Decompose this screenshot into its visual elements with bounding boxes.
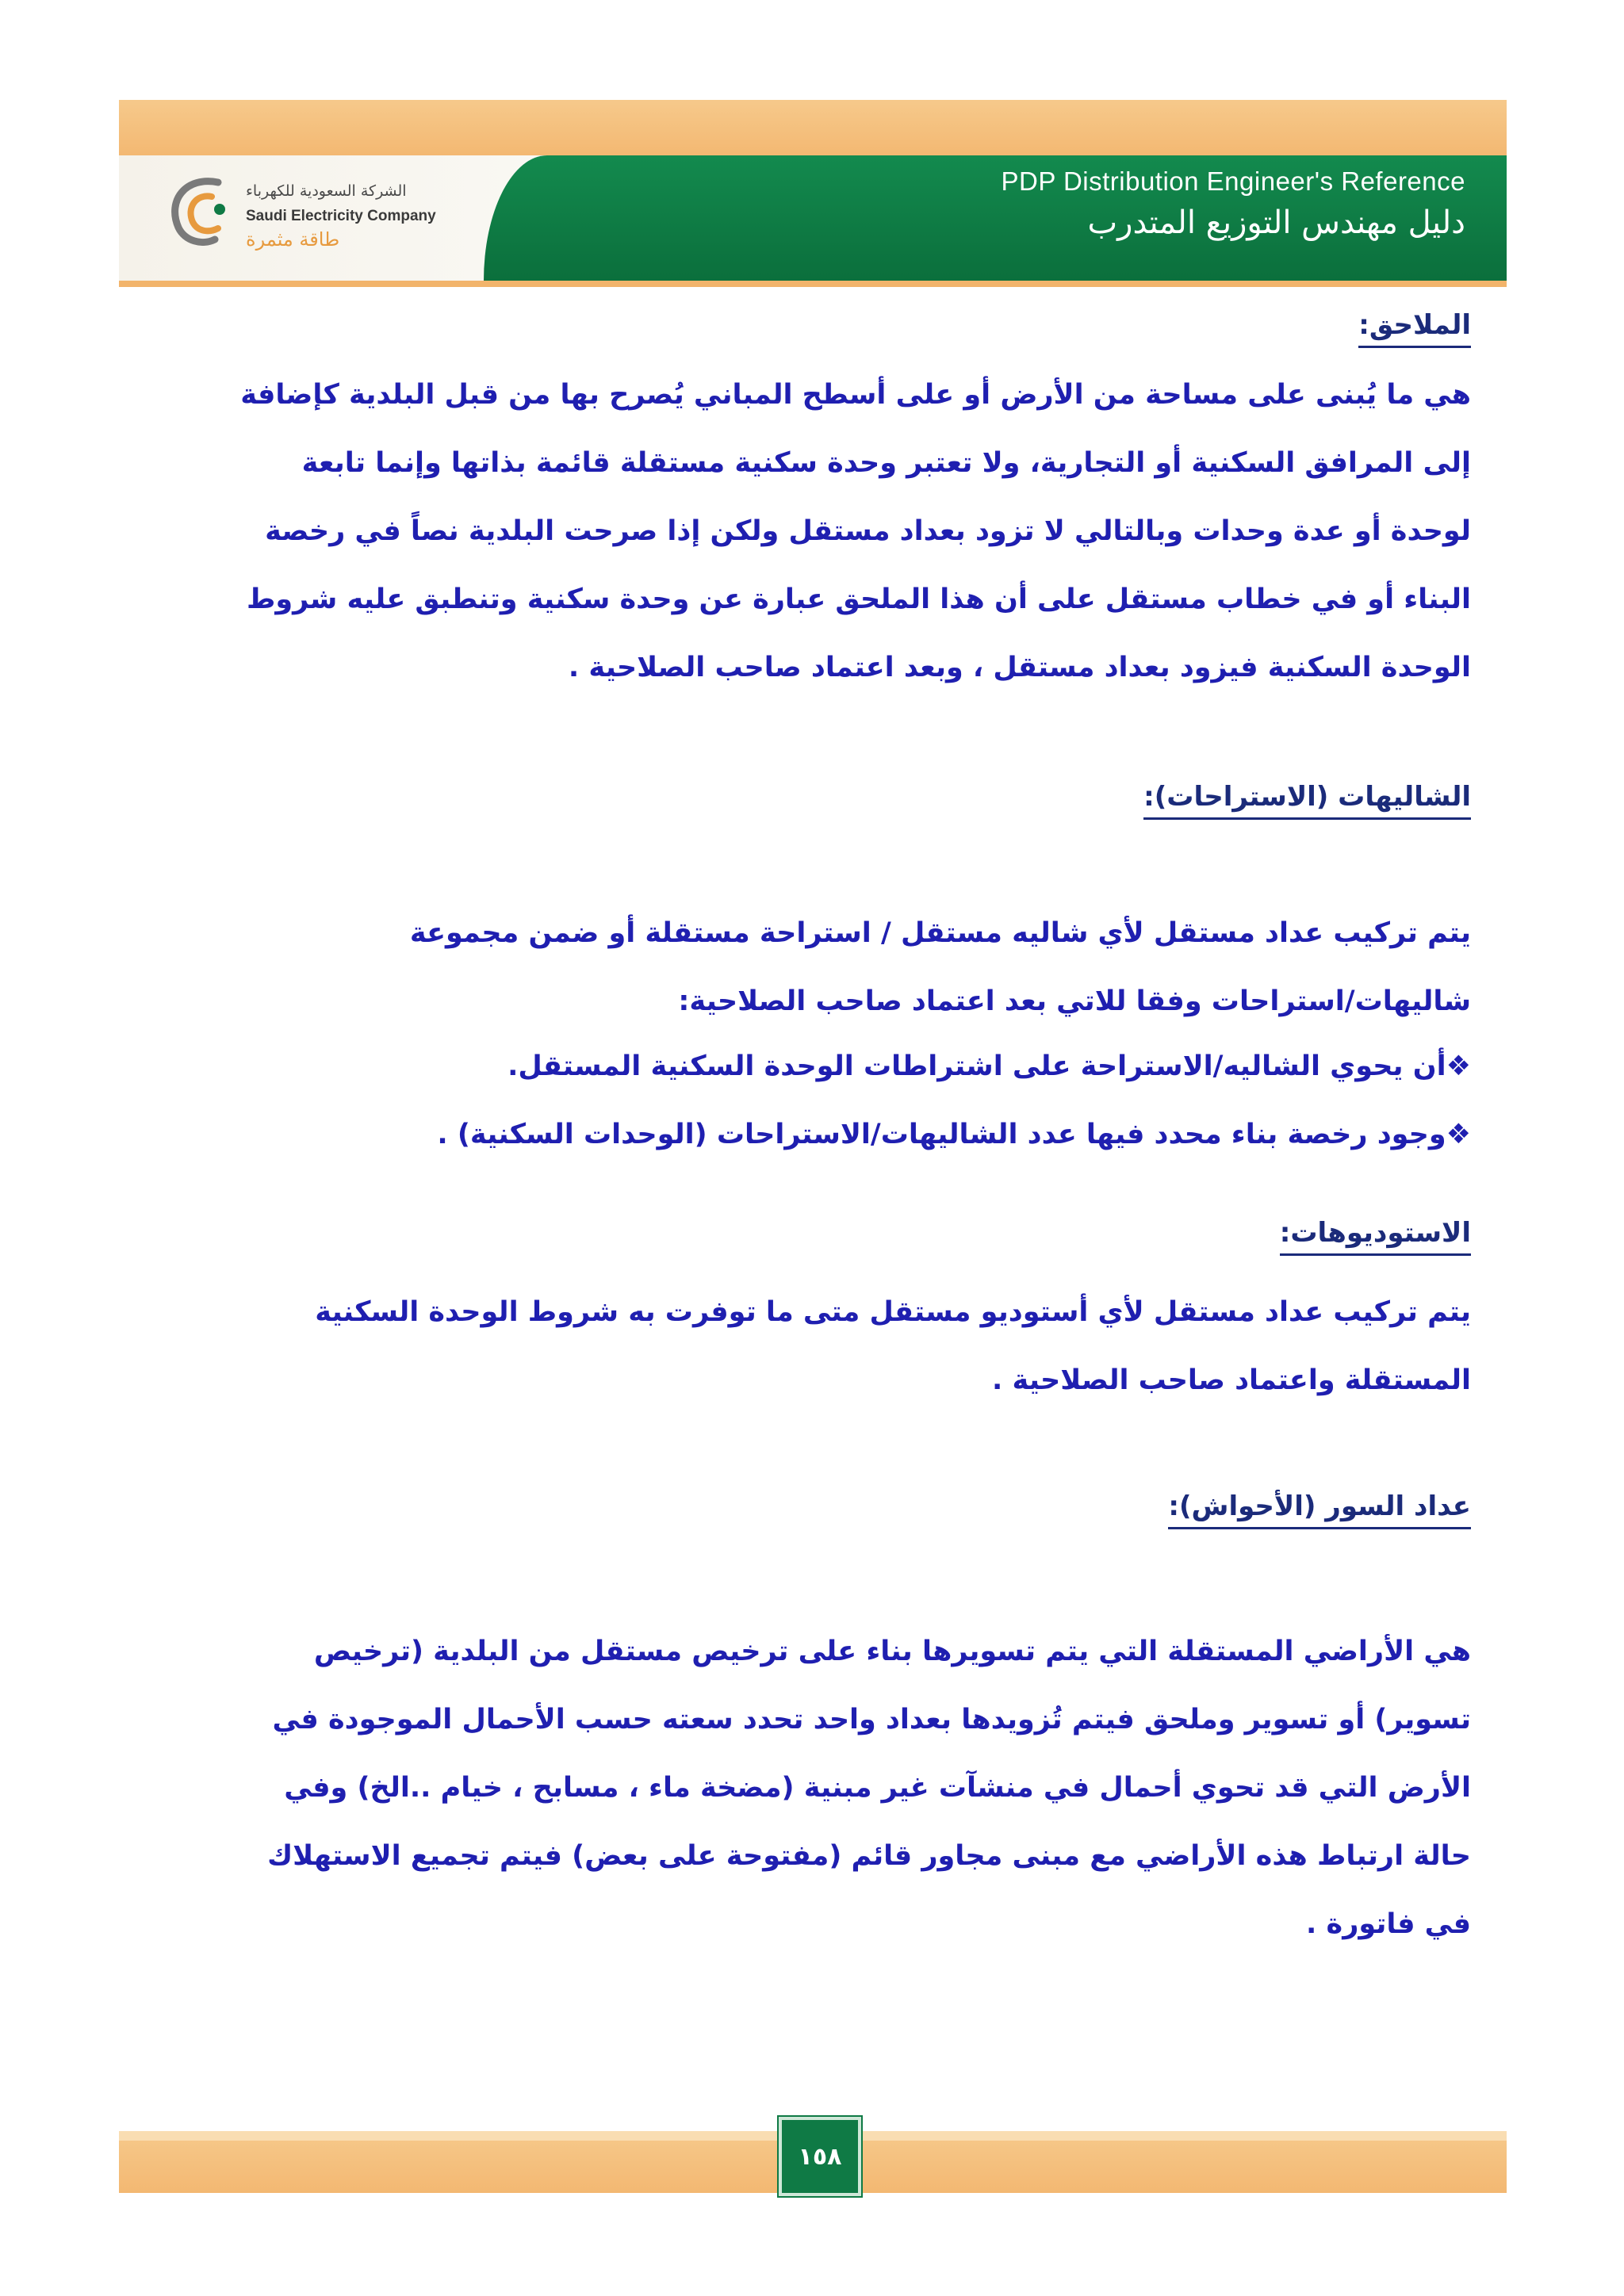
section-body-chalets xyxy=(155,899,1471,1035)
section-heading-annexes: الملاحق: xyxy=(1358,309,1471,348)
text-line: لوحدة أو عدة وحدات وبالتالي لا تزود بعداد مستقل ولكن إذا صرحت البلدية نصاً في رخصة xyxy=(265,515,1471,547)
text-line: هي ما يُبنى على مساحة من الأرض أو على أسطح المباني يُصرح بها من قبل البلدية كإضافة xyxy=(240,379,1471,411)
text-line: تسوير) أو تسوير وملحق فيتم تُزويدها بعداد واحد تحدد سعته حسب الأحمال الموجودة في xyxy=(272,1704,1471,1735)
text-line: في فاتورة . xyxy=(1306,1908,1471,1940)
text-line: الوحدة السكنية فيزود بعداد مستقل ، وبعد اعتماد صاحب الصلاحية . xyxy=(568,652,1471,683)
text-line: البناء أو في خطاب مستقل على أن هذا الملحق عبارة عن وحدة سكنية وتنطبق عليه شروط xyxy=(247,584,1471,615)
header-title-en: PDP Distribution Engineer's Reference xyxy=(1001,166,1465,196)
section-body-annexes xyxy=(155,361,1471,702)
text-line: هي الأراضي المستقلة التي يتم تسويرها بناء على ترخيص مستقل من البلدية (ترخيص xyxy=(313,1636,1471,1667)
bullet-item: ❖أن يحوي الشاليه/الاستراحة على اشتراطات الوحدة السكنية المستقل. xyxy=(508,1050,1471,1082)
section-heading-studios: الاستوديوهات: xyxy=(1280,1217,1471,1256)
logo-name-ar: الشركة السعودية للكهرباء xyxy=(246,182,407,200)
header-title-ar: دليل مهندس التوزيع المتدرب xyxy=(1087,205,1465,241)
page-number: ١٥٨ xyxy=(779,2117,861,2196)
section-body-fence-meter xyxy=(155,1617,1471,1958)
text-line: إلى المرافق السكنية أو التجارية، ولا تعتبر وحدة سكنية مستقلة قائمة بذاتها وإنما تابعة xyxy=(301,447,1471,479)
section-heading-fence-meter: عداد السور (الأحواش): xyxy=(1168,1490,1471,1529)
text-line: يتم تركيب عداد مستقل لأي شاليه مستقل / استراحة مستقلة أو ضمن مجموعة xyxy=(409,917,1471,949)
logo-name-en: Saudi Electricity Company xyxy=(246,208,436,224)
bullet-item: ❖وجود رخصة بناء محدد فيها عدد الشاليهات/الاستراحات (الوحدات السكنية) . xyxy=(437,1119,1471,1150)
text-line: حالة ارتباط هذه الأراضي مع مبنى مجاور قائم (مفتوحة على بعض) فيتم تجميع الاستهلاك xyxy=(267,1840,1471,1872)
logo-slogan: طاقة مثمرة xyxy=(246,228,340,251)
text-line: المستقلة واعتماد صاحب الصلاحية . xyxy=(992,1364,1471,1396)
section-heading-chalets: الشاليهات (الاستراحات): xyxy=(1143,781,1471,820)
text-line: الأرض التي قد تحوي أحمال في منشآت غير مبنية (مضخة ماء ، مسابح ، خيام ..الخ) وفي xyxy=(284,1772,1471,1804)
page-content xyxy=(155,0,1471,2061)
section-body-studios xyxy=(155,1278,1471,1414)
text-line: شاليهات/استراحات وفقا للاتي بعد اعتماد صاحب الصلاحية: xyxy=(678,985,1471,1017)
text-line: يتم تركيب عداد مستقل لأي أستوديو مستقل متى ما توفرت به شروط الوحدة السكنية xyxy=(315,1296,1471,1328)
